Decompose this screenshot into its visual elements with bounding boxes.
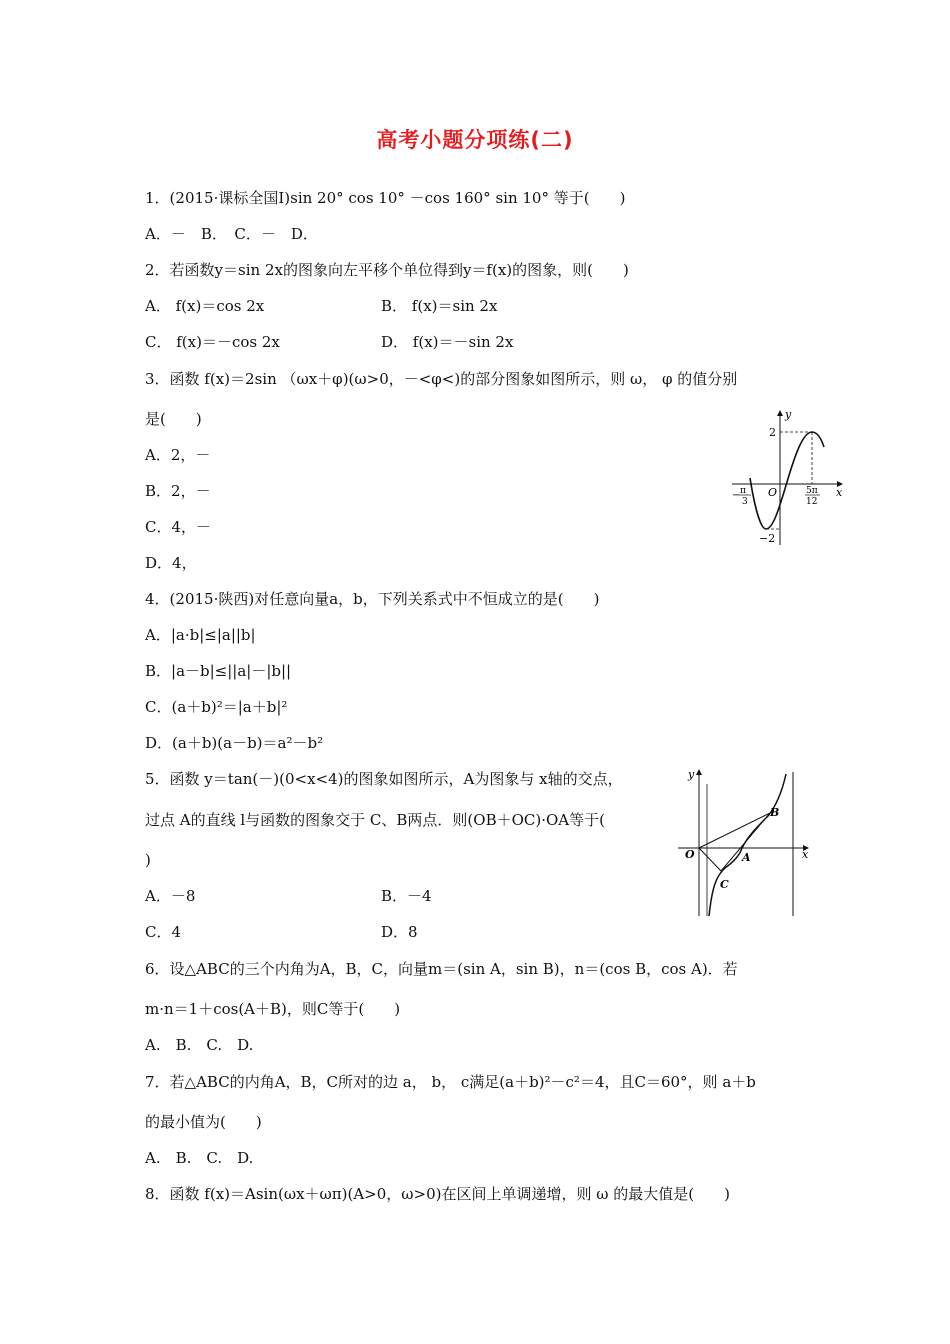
left-tick-sign: − (732, 490, 741, 501)
q3-option-a: A．2，－ (145, 446, 211, 464)
left-tick-den: 3 (742, 497, 748, 507)
right-tick-den: 12 (806, 497, 818, 507)
right-tick-num: 5π (806, 486, 818, 496)
q5-option-a: A．－8 (145, 887, 196, 905)
q1-options: A．－ B． C．－ D． (145, 225, 318, 243)
q7-stem: 7．若△ABC的内角A，B，C所对的边 a， b， c满足(a＋b)²－c²＝4，且C＝60°，则 a＋b (145, 1073, 756, 1091)
q2-option-d: D． f(x)＝－sin 2x (381, 333, 514, 351)
y-axis-label: y (688, 768, 695, 781)
q3-sine-figure (730, 405, 855, 550)
q4-option-c: C．(a＋b)²＝|a＋b|² (145, 698, 288, 716)
q4-option-b: B．|a－b|≤||a|－|b|| (145, 662, 292, 680)
q1-stem: 1．(2015·课标全国Ⅰ)sin 20° cos 10° －cos 160° sin 10° 等于( ) (145, 189, 626, 207)
q2-option-c: C． f(x)＝－cos 2x (145, 333, 280, 351)
max-label: 2 (769, 426, 776, 439)
q2-option-a: A． f(x)＝cos 2x (145, 297, 265, 315)
tangent-curve (709, 774, 786, 916)
q2-option-b: B． f(x)＝sin 2x (381, 297, 498, 315)
origin-label: O (685, 848, 695, 861)
origin-label: O (768, 486, 778, 499)
q5-option-d: D．8 (381, 923, 418, 941)
y-axis-label: y (785, 408, 792, 421)
q4-option-a: A．|a·b|≤|a||b| (145, 626, 256, 644)
x-axis-label: x (802, 848, 809, 861)
line-oc (699, 848, 721, 871)
q3-stem-cont: 是( ) (145, 410, 202, 428)
min-label: −2 (759, 532, 776, 545)
q5-option-b: B．－4 (381, 887, 432, 905)
q5-stem: 5．函数 y＝tan(－)(0<x<4)的图象如图所示，A为图象与 x轴的交点， (145, 770, 623, 788)
q5-stem-cont: 过点 A的直线 l与函数的图象交于 C、B两点．则(OB＋OC)·OA等于( (145, 811, 605, 829)
line-ob (699, 813, 770, 848)
q7-stem-cont: 的最小值为( ) (145, 1113, 262, 1131)
point-a-label: A (742, 851, 751, 864)
q3-stem: 3．函数 f(x)＝2sin （ωx＋φ)(ω>0，－<φ<)的部分图象如图所示，则 ω， φ 的值分别 (145, 370, 738, 388)
q3-option-d: D．4， (145, 554, 197, 572)
point-c-label: C (720, 878, 729, 891)
q7-options: A. B. C. D. (145, 1149, 254, 1167)
q2-stem: 2．若函数y＝sin 2x的图象向左平移个单位得到y＝f(x)的图象，则( ) (145, 261, 629, 279)
q6-stem: 6．设△ABC的三个内角为A，B，C，向量m＝(sin A，sin B)，n＝(cos B，cos A)．若 (145, 960, 738, 978)
q6-stem-cont: m·n＝1＋cos(A＋B)，则C等于( ) (145, 1000, 401, 1018)
x-axis-label: x (836, 486, 843, 499)
left-tick-num: π (740, 486, 746, 496)
q3-option-c: C．4，－ (145, 518, 212, 536)
q4-stem: 4．(2015·陕西)对任意向量a，b，下列关系式中不恒成立的是( ) (145, 590, 600, 608)
q6-options: A. B. C. D. (145, 1036, 254, 1054)
q5-stem-end: ) (145, 851, 151, 869)
q5-option-c: C．4 (145, 923, 182, 941)
q4-option-d: D．(a＋b)(a－b)＝a²－b² (145, 734, 324, 752)
q8-stem: 8．函数 f(x)＝Asin(ωx＋ωπ)(A>0，ω>0)在区间上单调递增，则 ω 的最大值是( ) (145, 1185, 730, 1203)
page-title: 高考小题分项练(二) (376, 128, 574, 152)
q3-option-b: B．2，－ (145, 482, 211, 500)
sine-curve (750, 432, 824, 529)
point-b-label: B (770, 806, 780, 819)
q5-tangent-figure (676, 764, 816, 920)
